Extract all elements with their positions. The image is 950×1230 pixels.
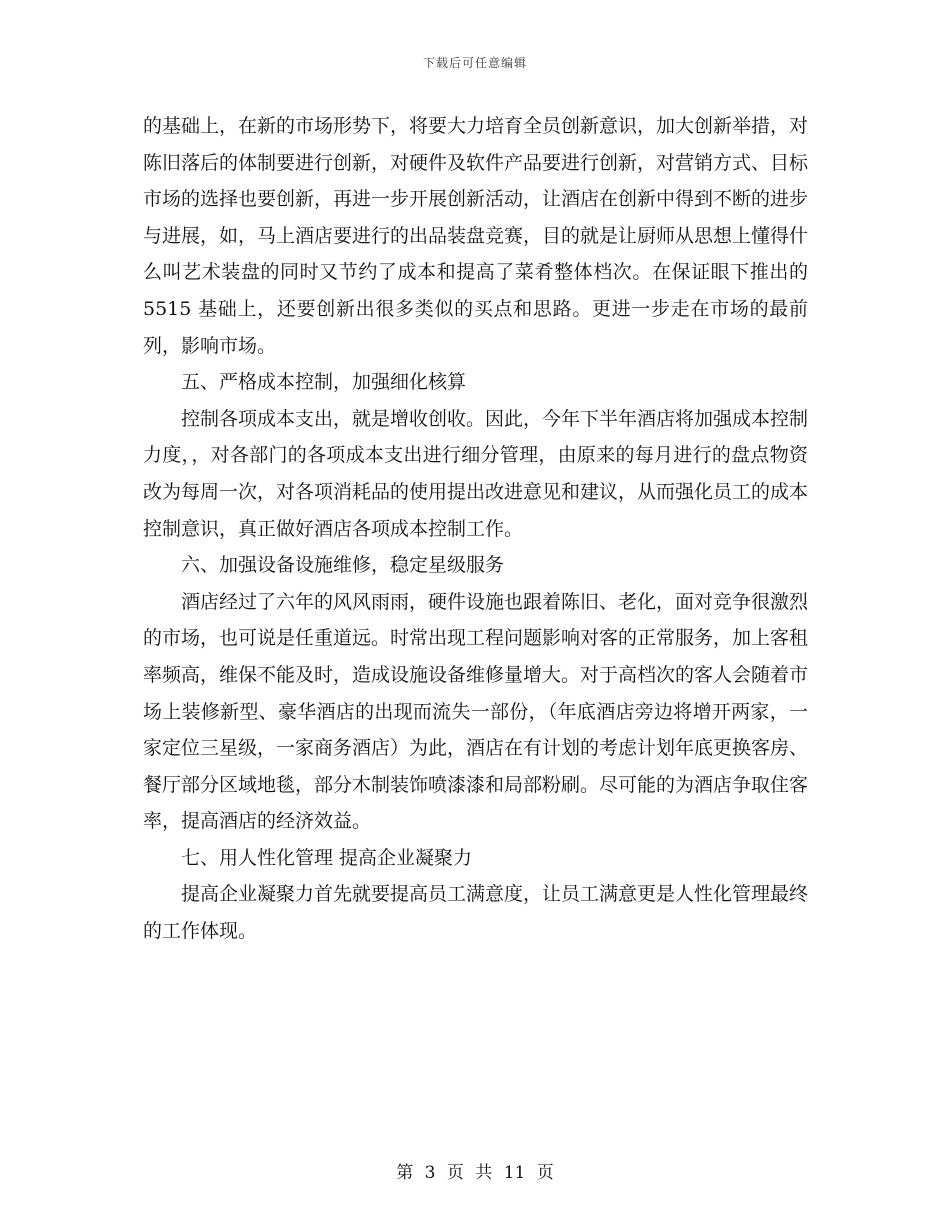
paragraph-continuation: 的基础上，在新的市场形势下，将要大力培育全员创新意识，加大创新举措，对陈旧落后的体制要进行创新，对硬件及软件产品要进行创新，对营销方式、目标市场的选择也要创新，再进一步开展创新活动，让酒店在创新中得到不断的进步与进展，如，马上酒店要进行的出品装盘竞赛，目的就是让厨师从思想上懂得什么叫艺术装盘的同时又节约了成本和提高了菜肴整体档次。在保证眼下推出的 5515 基础上，还要创新出很多类似的买点和思路。更进一步走在市场的最前列，影响市场。 xyxy=(143,115,809,357)
document-body xyxy=(143,108,808,950)
page-header: 下载后可任意编辑 xyxy=(422,56,527,70)
paragraph-cohesion: 提高企业凝聚力首先就要提高员工满意度，让员工满意更是人性化管理最终的工作体现。 xyxy=(143,883,809,943)
section-heading-7: 七、用人性化管理 提高企业凝聚力 xyxy=(181,846,473,869)
page-number-footer: 第 3 页 共 11 页 xyxy=(396,1163,554,1183)
paragraph-facility-maintenance: 酒店经过了六年的风风雨雨，硬件设施也跟着陈旧、老化，面对竞争很激烈的市场，也可说是任重道远。时常出现工程问题影响对客的正常服务，加上客租率频高，维保不能及时，造成设施设备维修量增大。对于高档次的客人会随着市场上装修新型、豪华酒店的出现而流失一部份，（年底酒店旁边将增开两家，一家定位三星级，一家商务酒店）为此，酒店在有计划的考虑计划年底更换客房、餐厅部分区域地毯，部分木制装饰喷漆漆和局部粉刷。尽可能的为酒店争取住客率，提高酒店的经济效益。 xyxy=(143,590,809,833)
section-heading-6: 六、加强设备设施维修，稳定星级服务 xyxy=(181,554,505,577)
section-heading-5: 五、严格成本控制，加强细化核算 xyxy=(181,371,467,394)
paragraph-cost-control: 控制各项成本支出，就是增收创收。因此，今年下半年酒店将加强成本控制力度，，对各部门的各项成本支出进行细分管理，由原来的每月进行的盘点物资改为每周一次，对各项消耗品的使用提出改进意见和建议，从而强化员工的成本控制意识，真正做好酒店各项成本控制工作。 xyxy=(143,407,809,540)
